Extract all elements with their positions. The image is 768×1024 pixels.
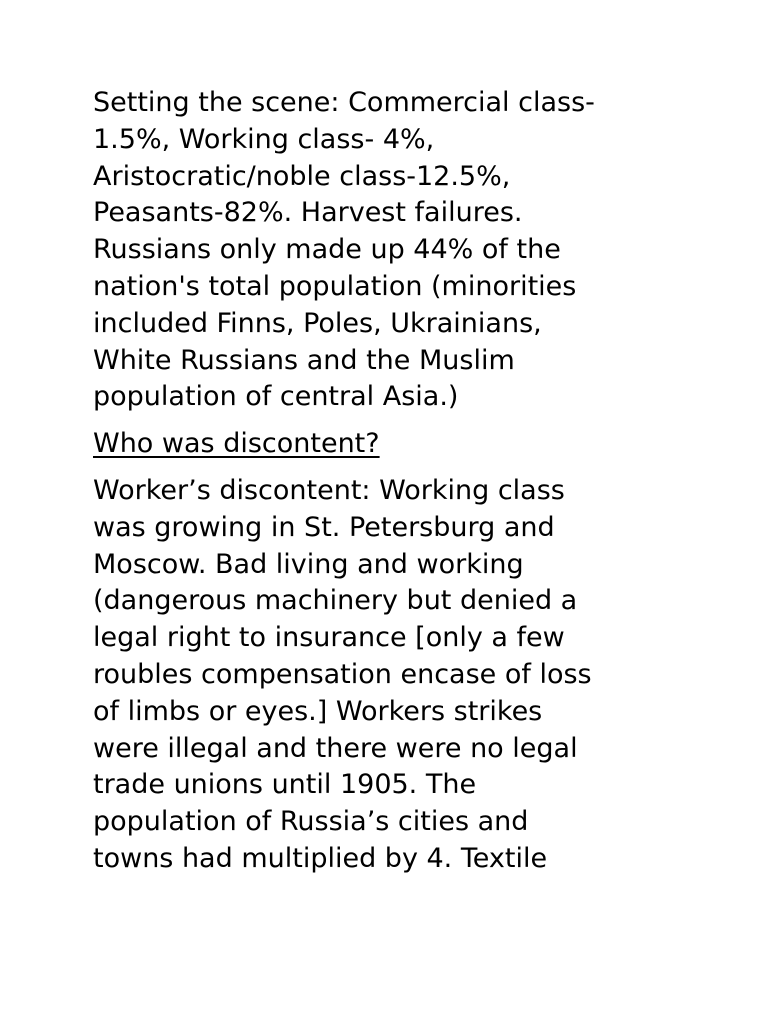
text-line: Aristocratic/noble class-12.5%, [93,160,511,192]
section-heading-paragraph [93,426,693,463]
text-line: towns had multiplied by 4. Textile [93,842,548,874]
text-line: included Finns, Poles, Ukrainians, [93,307,542,339]
section-heading: Who was discontent? [93,428,380,460]
text-line: roubles compensation encase of loss [93,658,592,690]
text-line: trade unions until 1905. The [93,769,477,801]
text-line: population of central Asia.) [93,381,459,413]
text-line: nation's total population (minorities [93,270,577,302]
workers-paragraph [93,473,693,878]
text-line: legal right to insurance [only a few [93,622,565,654]
text-line: Russians only made up 44% of the [93,234,561,266]
text-line: (dangerous machinery but denied a [93,585,578,617]
text-line: of limbs or eyes.] Workers strikes [93,695,543,727]
text-line: White Russians and the Muslim [93,344,515,376]
text-line: were illegal and there were no legal [93,732,578,764]
text-line: population of Russia’s cities and [93,806,529,838]
text-line: 1.5%, Working class- 4%, [93,123,435,155]
document-page [93,85,693,878]
text-line: Worker’s discontent: Working class [93,474,565,506]
text-line: Moscow. Bad living and working [93,548,524,580]
text-line: Peasants-82%. Harvest failures. [93,197,523,229]
intro-paragraph [93,85,693,416]
text-line: Setting the scene: Commercial class- [93,87,595,118]
text-line: was growing in St. Petersburg and [93,511,555,543]
